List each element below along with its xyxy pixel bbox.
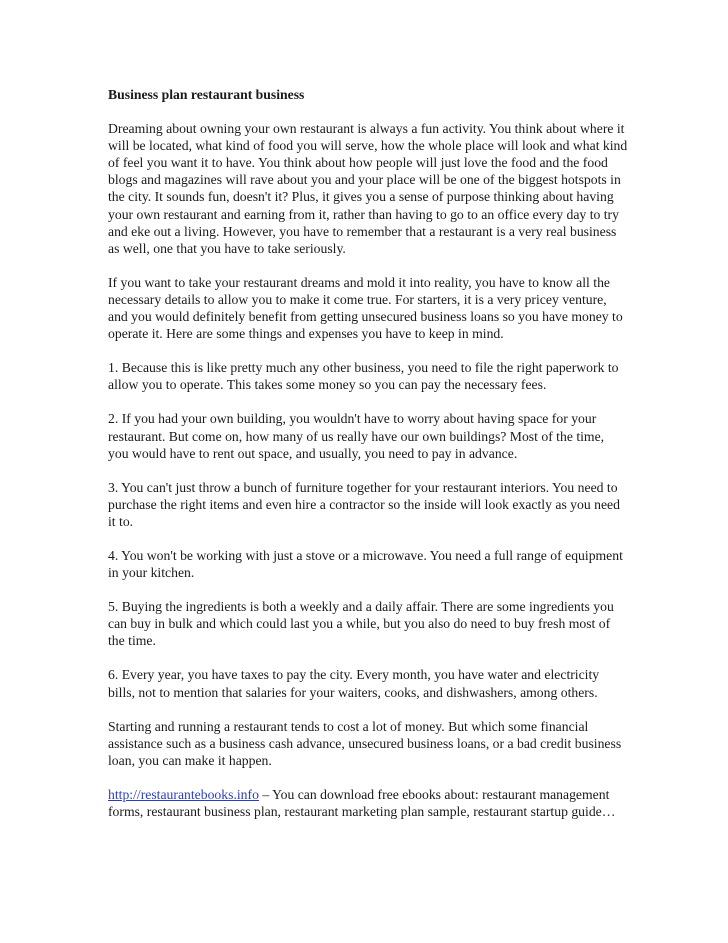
paragraph-intro: Dreaming about owning your own restaurant is always a fun activity. You think about where it will be located, what kind of food you will serve, how the whole place will look and what kind of feel you want it to have. You think about how people will just love the food and the food blogs and magazines will rave about you and your place will be one of the biggest hotspots in the city. It sounds fun, doesn't it? Plus, it gives you a sense of purpose thinking about having your own restaurant and earning from it, rather than having to go to an office every day to try and eke out a living. However, you have to remember that a restaurant is a very real business as well, one that you have to take seriously.: [108, 121, 628, 256]
paragraph-dreams: If you want to take your restaurant dreams and mold it into reality, you have to know all the necessary details to allow you to make it come true. For starters, it is a very pricey venture, and you would definitely benefit from getting unsecured business loans so you have money to operate it. Here are some things and expenses you have to keep in mind.: [108, 274, 623, 342]
footer-text: – You can download free ebooks about: restaurant management forms, restaurant business plan, restaurant marketing plan sample, restaurant startup guide…: [108, 786, 616, 819]
document-page: [108, 86, 628, 837]
paragraph-item-6: 6. Every year, you have taxes to pay the city. Every month, you have water and electricity bills, not to mention that salaries for your waiters, cooks, and dishwashers, among others.: [108, 667, 600, 700]
document-title: Business plan restaurant business: [108, 87, 305, 102]
paragraph-conclusion: Starting and running a restaurant tends to cost a lot of money. But which some financial assistance such as a business cash advance, unsecured business loans, or a bad credit business loan, you can make it happen.: [108, 718, 622, 768]
footer-paragraph: [108, 786, 628, 820]
paragraph-item-4: 4. You won't be working with just a stove or a microwave. You need a full range of equipment in your kitchen.: [108, 547, 623, 581]
paragraph-item-5: 5. Buying the ingredients is both a weekly and a daily affair. There are some ingredients you can buy in bulk and which could last you a while, but you also do need to buy fresh most of the time.: [108, 599, 614, 649]
paragraph-item-1: 1. Because this is like pretty much any other business, you need to file the right paperwork to allow you to operate. This takes some money so you can pay the necessary fees.: [108, 360, 619, 393]
paragraph-item-3: 3. You can't just throw a bunch of furniture together for your restaurant interiors. You need to purchase the right items and even hire a contractor so the inside will look exactly as you need it to.: [108, 479, 620, 529]
paragraph-item-2: 2. If you had your own building, you wouldn't have to worry about having space for your restaurant. But come on, how many of us really have our own buildings? Most of the time, you would have to rent out space, and usually, you need to pay in advance.: [108, 411, 605, 461]
ebooks-link[interactable]: http://restaurantebooks.info: [108, 786, 259, 802]
